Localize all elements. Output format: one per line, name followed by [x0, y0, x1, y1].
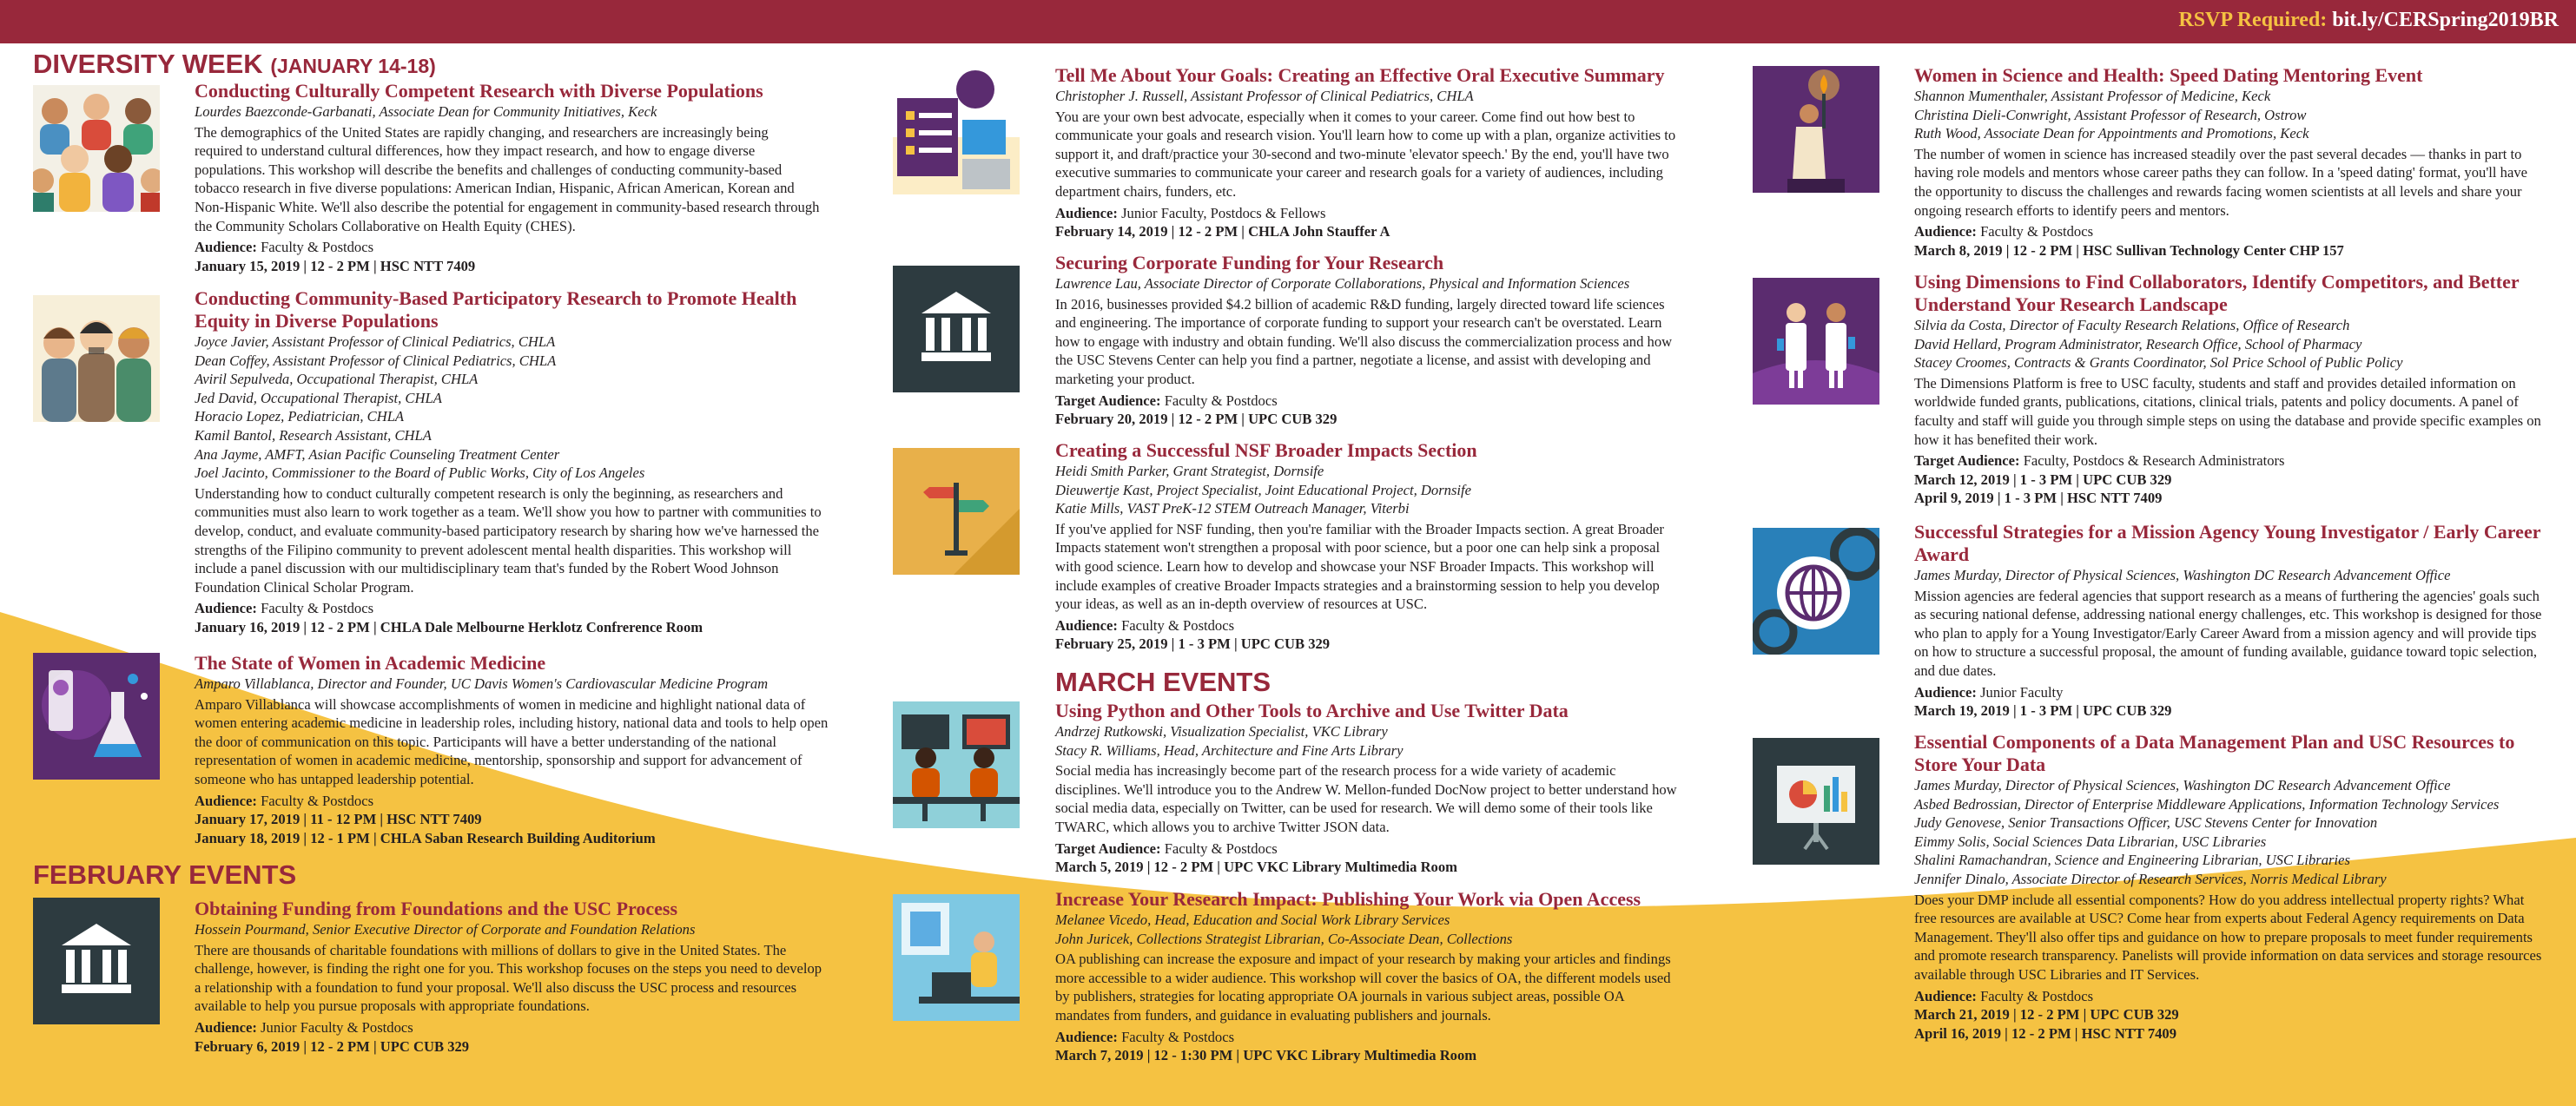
- event-date: March 12, 2019 | 1 - 3 PM | UPC CUB 329: [1914, 471, 2172, 488]
- event-speaker: John Juricek, Collections Strategist Librarian, Co-Associate Dean, Collections: [1055, 930, 1513, 947]
- event-description: Social media has increasingly become part of the research process for a wide variety of academic disciplines. We'll introduce you to the Andrew W. Mellon-funded DocNow project to better understand how social media data, especially on Twitter, can be used for research. We will demo some of their tools like TWARC, which allows you to archive Twitter JSON data.: [1055, 762, 1677, 835]
- event-speaker: Jed David, Occupational Therapist, CHLA: [195, 389, 442, 406]
- event-description: Understanding how to conduct culturally competent research is only the beginning, as researchers and communities must also learn to work together as a team. We'll show you how to partner with communities to develop, conduct, and evaluate community-based participatory research by sharing how we've harnessed the strengths of the Filipino community to prevent adolescent mental health disparities. This workshop will include a panel discussion with our multidisciplinary team that's funded by the Robert Wood Johnson Foundation Clinical Scholar Program.: [195, 484, 822, 596]
- audience-label: Target Audience:: [1055, 839, 1161, 857]
- event-title[interactable]: Securing Corporate Funding for Your Research: [1055, 252, 1444, 273]
- audience-value: Faculty & Postdocs: [261, 239, 374, 256]
- event-speaker: James Murday, Director of Physical Sciences, Washington DC Research Advancement Office: [1914, 567, 2451, 583]
- event-audience: [1914, 987, 2548, 1006]
- event-description: The Dimensions Platform is free to USC faculty, students and staff and provides detailed information on worldwide funded grants, publications, citations, clinical trials, patents and policy documents. A panel of faculty and staff will guide you through simple steps on using the database and provide specific examples on how it has benefited their work.: [1914, 374, 2541, 448]
- audience-label: Audience:: [195, 792, 257, 809]
- event-audience: [1055, 839, 1681, 859]
- event-description: Mission agencies are federal agencies that support research as a means of furthering the agencies' goals such as securing national defense, addressing national energy challenges, etc. This workshop is designed for those who plan to apply for a Young Investigator/Early Career Award from a mission agency and will provide tips on how to structure a successful proposal, the amount of funding available, guidance toward topic selection, and due dates.: [1914, 587, 2542, 679]
- scientists-icon: [1753, 278, 1879, 405]
- event-e2: [195, 287, 829, 637]
- signpost-icon: [893, 448, 1020, 575]
- event-description: OA publishing can increase the exposure and impact of your research by making your articles and findings more accessible to a wider audience. This workshop will cover the basics of OA, the different models used by publishers, strategies for locating appropriate OA journals in various subject areas, possible OA mandates from funders, and guidance in evaluating publishers and journals.: [1055, 951, 1671, 1024]
- event-date: January 15, 2019 | 12 - 2 PM | HSC NTT 7409: [195, 257, 476, 274]
- event-title[interactable]: Women in Science and Health: Speed Dating Mentoring Event: [1914, 64, 2423, 86]
- audience-label: Audience:: [1055, 616, 1118, 634]
- event-speaker: Jennifer Dinalo, Associate Director of Research Services, Norris Medical Library: [1914, 870, 2387, 887]
- event-date: February 6, 2019 | 12 - 2 PM | UPC CUB 329: [195, 1037, 470, 1055]
- event-speaker: Dieuwertje Kast, Project Specialist, Joint Educational Project, Dornsife: [1055, 481, 1471, 498]
- event-date: March 8, 2019 | 12 - 2 PM | HSC Sullivan Technology Center CHP 157: [1914, 241, 2344, 259]
- audience-value: Faculty & Postdocs: [1121, 1028, 1235, 1045]
- event-e4: [195, 898, 829, 1056]
- audience-label: Audience:: [195, 600, 257, 617]
- event-title[interactable]: Conducting Community-Based Participatory Research to Promote Health Equity in Diverse Populations: [195, 287, 797, 332]
- audience-label: Audience:: [1914, 223, 1977, 240]
- event-speaker: Stacey Croomes, Contracts & Grants Coordinator, Sol Price School of Public Policy: [1914, 354, 2403, 372]
- event-audience: [1914, 451, 2548, 471]
- event-title[interactable]: Using Dimensions to Find Collaborators, Identify Competitors, and Better Understand Your Research Landscape: [1914, 271, 2520, 315]
- top-banner: [0, 0, 2576, 43]
- event-audience: [195, 792, 829, 811]
- event-e13: [1914, 731, 2548, 1043]
- event-speaker: Amparo Villablanca, Director and Founder, UC Davis Women's Cardiovascular Medicine Program: [195, 675, 769, 692]
- event-e10: [1914, 64, 2548, 260]
- event-speaker: Horacio Lopez, Pediatrician, CHLA: [195, 408, 405, 425]
- event-title[interactable]: Conducting Culturally Competent Research with Diverse Populations: [195, 80, 763, 102]
- event-speaker: Asbed Bedrossian, Director of Enterprise Middleware Applications, Information Technology Services: [1914, 795, 2500, 813]
- event-date: February 20, 2019 | 12 - 2 PM | UPC CUB 329: [1055, 411, 1338, 428]
- audience-label: Audience:: [1055, 1028, 1118, 1045]
- event-title[interactable]: Obtaining Funding from Foundations and the USC Process: [195, 898, 678, 919]
- event-speaker: Joyce Javier, Assistant Professor of Clinical Pediatrics, CHLA: [195, 333, 556, 350]
- event-date: March 7, 2019 | 12 - 1:30 PM | UPC VKC Library Multimedia Room: [1055, 1047, 1477, 1064]
- audience-value: Faculty, Postdocs & Research Administrators: [2023, 452, 2285, 470]
- event-date: April 9, 2019 | 1 - 3 PM | HSC NTT 7409: [1914, 490, 2163, 507]
- event-e3: [195, 652, 829, 847]
- rsvp-label: RSVP Required:: [2178, 9, 2328, 31]
- event-speaker: Joel Jacinto, Commissioner to the Board of Public Works, City of Los Angeles: [195, 464, 645, 482]
- event-description: If you've applied for NSF funding, then you're familiar with the Broader Impacts section. A great Broader Impacts statement won't strengthen a proposal with poor science, but a poor one can help sink a proposal with good science. Learn how to develop and showcase your NSF Broader Impacts. This workshop will include examples of creative Broader Impacts strategies and a brainstorming session to help you develop your ideas, as well as an in-depth overview of resources at USC.: [1055, 520, 1664, 613]
- audience-value: Faculty & Postdocs: [261, 792, 374, 809]
- event-speaker: Kamil Bantol, Research Assistant, CHLA: [195, 426, 432, 444]
- section-title: FEBRUARY EVENTS: [33, 859, 297, 890]
- event-speaker: Silvia da Costa, Director of Faculty Research Relations, Office of Research: [1914, 317, 2350, 333]
- event-e9: [1055, 888, 1681, 1065]
- section-heading-february: [33, 859, 296, 891]
- event-speaker: Melanee Vicedo, Head, Education and Social Work Library Services: [1055, 912, 1450, 928]
- diverse-people-icon: [33, 85, 160, 212]
- event-speaker: Shannon Mumenthaler, Assistant Professor of Medicine, Keck: [1914, 88, 2271, 104]
- event-e8: [1055, 700, 1681, 877]
- goals-checklist-icon: [893, 68, 1020, 194]
- event-speaker: Christopher J. Russell, Assistant Professor of Clinical Pediatrics, CHLA: [1055, 88, 1474, 104]
- event-e5: [1055, 64, 1681, 241]
- audience-value: Junior Faculty: [1980, 683, 2064, 701]
- event-audience: [1055, 616, 1681, 635]
- audience-label: Audience:: [195, 1018, 257, 1036]
- section-dates: (JANUARY 14-18): [270, 55, 436, 77]
- event-e6: [1055, 252, 1681, 429]
- event-audience: [195, 599, 829, 618]
- section-heading-march: [1055, 667, 1271, 698]
- event-description: The demographics of the United States are rapidly changing, and researchers are increasingly being required to understand cultural differences, how they impact research, and how to engage diverse populations. This workshop will describe the benefits and challenges of conducting community-based tobacco research in five diverse populations: American Indian, Hispanic, African American, Korean and Non-Hispanic White. We'll also describe the potential for engagement in community-based research through the Community Scholars Collaborative on Health Equity (CHES).: [195, 123, 820, 234]
- audience-value: Junior Faculty & Postdocs: [261, 1018, 413, 1036]
- audience-label: Audience:: [1055, 204, 1118, 221]
- event-speaker: James Murday, Director of Physical Sciences, Washington DC Research Advancement Office: [1914, 777, 2451, 793]
- event-description: There are thousands of charitable foundations with millions of dollars to give in the United States. The challenge, however, is finding the right one for you. This workshop focuses on the steps you need to develop a relationship with a foundation to fund your proposal. We'll also discuss the USC process and resources available to help you pursue proposals with appropriate foundations.: [195, 941, 822, 1015]
- event-date: January 18, 2019 | 12 - 1 PM | CHLA Saban Research Building Auditorium: [195, 829, 656, 846]
- event-title[interactable]: The State of Women in Academic Medicine: [195, 652, 546, 674]
- rsvp-notice: [2178, 9, 2559, 32]
- event-speaker: Judy Genovese, Senior Transactions Officer, USC Stevens Center for Innovation: [1914, 814, 2378, 832]
- laptop-worker-icon: [893, 894, 1020, 1021]
- event-audience: [1055, 1028, 1681, 1047]
- event-speaker: Eimmy Solis, Social Sciences Data Librarian, USC Libraries: [1914, 833, 2267, 850]
- computer-workers-icon: [893, 701, 1020, 828]
- event-date: March 19, 2019 | 1 - 3 PM | UPC CUB 329: [1914, 702, 2172, 720]
- audience-value: Faculty & Postdocs: [1164, 839, 1278, 857]
- presentation-board-icon: [1753, 738, 1879, 865]
- event-description: Does your DMP include all essential components? How do you address intellectual property rights? What free resources are available at USC? Come hear from experts about Federal Agency requirements on Data Management. They'll also offer tips and guidance on how to prepare proposals to meet funder requirements and promote research transparency. Panelists will provide information on data services and storage resources available through USC Libraries and IT Services.: [1914, 891, 2542, 983]
- rsvp-link[interactable]: bit.ly/CERSpring2019BR: [2332, 9, 2559, 31]
- section-title: MARCH EVENTS: [1055, 667, 1271, 697]
- event-audience: [1055, 392, 1681, 411]
- event-speaker: Hossein Pourmand, Senior Executive Director of Corporate and Foundation Relations: [195, 921, 696, 938]
- event-date: January 16, 2019 | 12 - 2 PM | CHLA Dale Melbourne Herklotz Confrerence Room: [195, 618, 703, 635]
- event-e12: [1914, 521, 2548, 721]
- audience-label: Audience:: [1914, 683, 1977, 701]
- event-date: March 5, 2019 | 12 - 2 PM | UPC VKC Library Multimedia Room: [1055, 859, 1457, 876]
- event-description: Amparo Villablanca will showcase accomplishments of women in medicine and highlight national data of women entering academic medicine in leadership roles, including history, national data and tools to help open the door of communication on this topic. Participants will have a better understanding of the national representation of women in academic medicine, mentorship, sponsorship and support for advancement of someone who has untapped leadership potential.: [195, 695, 829, 787]
- event-title[interactable]: Using Python and Other Tools to Archive and Use Twitter Data: [1055, 700, 1569, 721]
- event-speaker: Ana Jayme, AMFT, Asian Pacific Counseling Treatment Center: [195, 445, 560, 463]
- event-audience: [195, 238, 820, 257]
- event-title[interactable]: Tell Me About Your Goals: Creating an Effective Oral Executive Summary: [1055, 64, 1665, 86]
- audience-label: Target Audience:: [1914, 452, 2020, 470]
- group-people-icon: [33, 295, 160, 422]
- event-speaker: Dean Coffey, Assistant Professor of Clinical Pediatrics, CHLA: [195, 352, 557, 369]
- event-date: February 14, 2019 | 12 - 2 PM | CHLA John Stauffer A: [1055, 223, 1390, 240]
- audience-label: Target Audience:: [1055, 392, 1161, 409]
- event-speaker: Aviril Sepulveda, Occupational Therapist, CHLA: [195, 371, 479, 388]
- event-e7: [1055, 439, 1681, 654]
- bank-building-icon: [893, 266, 1020, 392]
- event-speaker: Lawrence Lau, Associate Director of Corporate Collaborations, Physical and Information Sciences: [1055, 275, 1630, 292]
- event-speaker: Stacy R. Williams, Head, Architecture and Fine Arts Library: [1055, 741, 1404, 759]
- event-speaker: David Hellard, Program Administrator, Research Office, School of Pharmacy: [1914, 335, 2362, 352]
- event-title[interactable]: Creating a Successful NSF Broader Impacts Section: [1055, 439, 1477, 461]
- event-audience: [1914, 683, 2548, 702]
- section-title: DIVERSITY WEEK: [33, 49, 263, 79]
- event-speaker: Andrzej Rutkowski, Visualization Specialist, VKC Library: [1055, 723, 1388, 740]
- section-heading-diversity: [33, 49, 436, 82]
- event-speaker: Katie Mills, VAST PreK-12 STEM Outreach Manager, Viterbi: [1055, 500, 1410, 517]
- globe-gears-icon: [1753, 528, 1879, 655]
- event-speaker: Christina Dieli-Conwright, Assistant Professor of Research, Ostrow: [1914, 106, 2307, 123]
- event-date: March 21, 2019 | 12 - 2 PM | UPC CUB 329: [1914, 1006, 2179, 1024]
- event-date: April 16, 2019 | 12 - 2 PM | HSC NTT 7409: [1914, 1024, 2177, 1042]
- audience-value: Faculty & Postdocs: [1980, 223, 2094, 240]
- audience-value: Faculty & Postdocs: [261, 600, 374, 617]
- event-speaker: Heidi Smith Parker, Grant Strategist, Dornsife: [1055, 463, 1324, 479]
- event-speaker: Ruth Wood, Associate Dean for Appointments and Promotions, Keck: [1914, 125, 2309, 142]
- event-title[interactable]: Increase Your Research Impact: Publishing Your Work via Open Access: [1055, 888, 1641, 910]
- bank-building-icon: [33, 898, 160, 1024]
- audience-value: Faculty & Postdocs: [1980, 987, 2094, 1004]
- event-title[interactable]: Essential Components of a Data Management Plan and USC Resources to Store Your Data: [1914, 731, 2515, 775]
- audience-value: Faculty & Postdocs: [1121, 616, 1235, 634]
- science-woman-icon: [33, 653, 160, 780]
- audience-label: Audience:: [1914, 987, 1977, 1004]
- event-speaker: Lourdes Baezconde-Garbanati, Associate Dean for Community Initiatives, Keck: [195, 103, 657, 120]
- event-description: You are your own best advocate, especially when it comes to your career. Come find out how best to communicate your goals and research vision. You'll learn how to come up with a plan, organize activities to support it, and draft/practice your 30-second and two-minute 'elevator speech.' By the end, you'll have two executive summaries to communicate your career and research goals for a variety of audiences, including department chairs, funders, etc.: [1055, 108, 1676, 200]
- event-date: January 17, 2019 | 11 - 12 PM | HSC NTT 7409: [195, 811, 482, 828]
- event-audience: [1055, 204, 1681, 223]
- event-audience: [1914, 222, 2548, 241]
- event-audience: [195, 1018, 829, 1037]
- event-e1: [195, 80, 820, 275]
- event-description: In 2016, businesses provided $4.2 billion of academic R&D funding, largely directed toward life sciences and engineering. The importance of corporate funding to support your research can't be overstated. Learn how to engage with industry and obtain funding. We'll also discuss the commercialization process and how the USC Stevens Center can help you find a partner, negotiate a license, and assist with developing and marketing your product.: [1055, 295, 1673, 387]
- event-title[interactable]: Successful Strategies for a Mission Agency Young Investigator / Early Career Award: [1914, 521, 2541, 565]
- woman-torch-icon: [1753, 66, 1879, 193]
- event-e11: [1914, 271, 2548, 508]
- event-date: February 25, 2019 | 1 - 3 PM | UPC CUB 329: [1055, 635, 1331, 653]
- audience-label: Audience:: [195, 239, 257, 256]
- audience-value: Junior Faculty, Postdocs & Fellows: [1121, 204, 1326, 221]
- audience-value: Faculty & Postdocs: [1164, 392, 1278, 409]
- event-description: The number of women in science has increased steadily over the past several decades — thanks in part to having role models and mentors whose career paths they can follow. In a 'speed dating' format, you'll have the opportunity to discuss the challenges and rewards facing women scientists at all levels and share your ongoing research efforts to identify peers and mentors.: [1914, 145, 2527, 219]
- event-speaker: Shalini Ramachandran, Science and Engineering Librarian, USC Libraries: [1914, 852, 2350, 869]
